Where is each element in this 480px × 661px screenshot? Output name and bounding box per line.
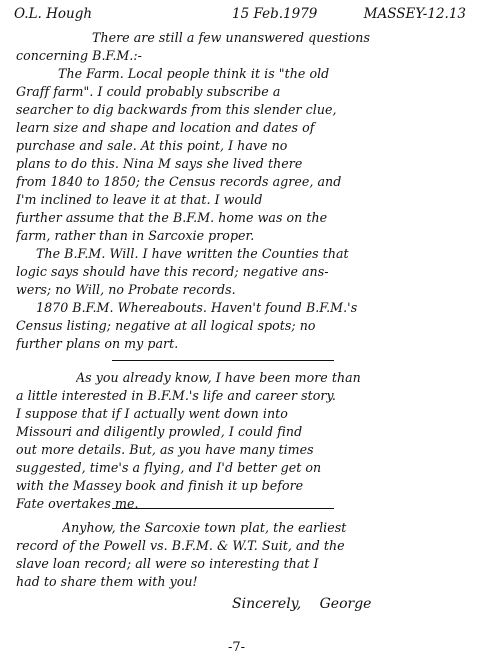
body-line: further assume that the B.F.M. home was on the [16, 210, 328, 225]
body-line: concerning B.F.M.:- [16, 48, 142, 63]
body-line: with the Massey book and finish it up before [16, 478, 304, 493]
body-line: farm, rather than in Sarcoxie proper. [16, 228, 255, 243]
body-line: further plans on my part. [16, 336, 179, 351]
letter-header [14, 6, 466, 28]
body-line: 1870 B.F.M. Whereabouts. Haven't found B.F.M.'s [36, 300, 358, 315]
author-name: O.L. Hough [14, 6, 93, 22]
body-line: Census listing; negative at all logical spots; no [16, 318, 316, 333]
body-line: I'm inclined to leave it at that. I would [16, 192, 263, 207]
body-line: purchase and sale. At this point, I have no [16, 138, 288, 153]
body-line: logic says should have this record; negative ans- [16, 264, 329, 279]
body-line: The Farm. Local people think it is "the old [58, 66, 330, 81]
body-line: had to share them with you! [16, 574, 198, 589]
body-line: out more details. But, as you have many times [16, 442, 314, 457]
body-line: Graff farm". I could probably subscribe a [16, 84, 281, 99]
body-line: wers; no Will, no Probate records. [16, 282, 236, 297]
body-line: There are still a few unanswered questions [92, 30, 370, 45]
body-line: learn size and shape and location and dates of [16, 120, 315, 135]
body-line: slave loan record; all were so interesting that I [16, 556, 319, 571]
body-line: I suppose that if I actually went down into [16, 406, 288, 421]
body-line: Fate overtakes me. [16, 496, 139, 511]
body-line: from 1840 to 1850; the Census records agree, and [16, 174, 342, 189]
letter-closing [232, 596, 385, 612]
signature: George [319, 596, 372, 612]
reference-code: MASSEY-12.13 [363, 6, 466, 22]
body-line: The B.F.M. Will. I have written the Counties that [36, 246, 349, 261]
body-line: searcher to dig backwards from this slender clue, [16, 102, 337, 117]
body-line: As you already know, I have been more than [76, 370, 361, 385]
letter-date: 15 Feb.1979 [232, 6, 318, 22]
section-divider [112, 360, 334, 361]
section-divider [112, 508, 334, 509]
body-line: suggested, time's a flying, and I'd better get on [16, 460, 322, 475]
page-number: -7- [228, 640, 246, 655]
body-line: a little interested in B.F.M.'s life and career story. [16, 388, 336, 403]
body-line: Missouri and diligently prowled, I could find [16, 424, 303, 439]
valediction: Sincerely, [232, 596, 302, 612]
body-line: Anyhow, the Sarcoxie town plat, the earliest [62, 520, 347, 535]
body-line: record of the Powell vs. B.F.M. & W.T. Suit, and the [16, 538, 345, 553]
body-line: plans to do this. Nina M says she lived there [16, 156, 303, 171]
